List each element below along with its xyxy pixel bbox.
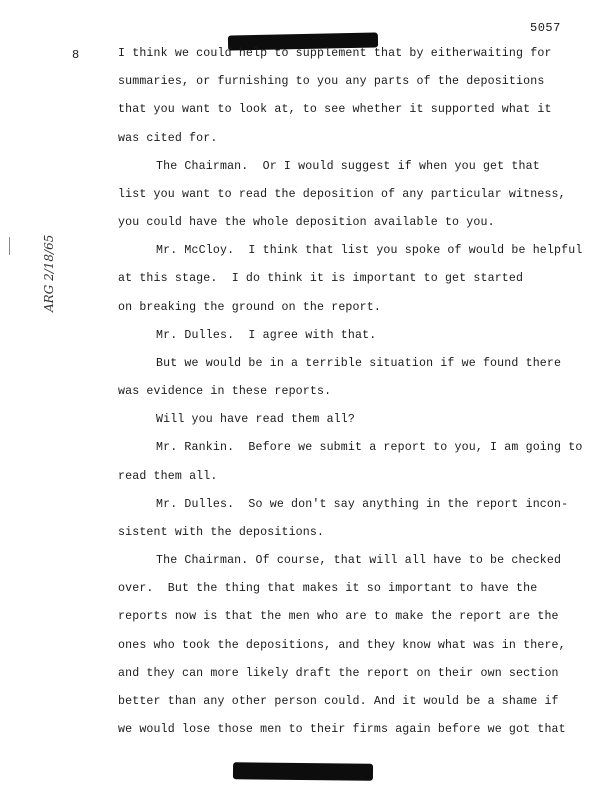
text-line: Mr. McCloy. I think that list you spoke of would be helpful (156, 244, 583, 257)
text-line: at this stage. I do think it is important to get started (118, 272, 524, 285)
page-number: 5057 (530, 21, 561, 35)
text-line: read them all. (118, 470, 218, 483)
text-line: summaries, or furnishing to you any parts of the depositions (118, 75, 545, 88)
text-line: was cited for. (118, 132, 218, 145)
text-line: Mr. Rankin. Before we submit a report to you, I am going to (156, 441, 583, 454)
text-line: Will you have read them all? (156, 413, 356, 426)
text-line: The Chairman. Or I would suggest if when you get that (156, 160, 540, 173)
margin-mark (9, 237, 10, 255)
text-line: you could have the whole deposition available to you. (118, 216, 495, 229)
text-line: The Chairman. Of course, that will all have to be checked (156, 554, 562, 567)
text-line: sistent with the depositions. (118, 526, 325, 539)
text-line: But we would be in a terrible situation if we found there (156, 357, 562, 370)
text-line: that you want to look at, to see whether it supported what it (118, 103, 552, 116)
text-line: over. But the thing that makes it so important to have the (118, 582, 538, 595)
text-line: Mr. Dulles. So we don't say anything in the report incon- (156, 498, 569, 511)
handwritten-margin-note: ARG 2/18/65 (42, 234, 56, 312)
text-line: was evidence in these reports. (118, 385, 332, 398)
text-line: better than any other person could. And it would be a shame if (118, 695, 559, 708)
transcript-line-number: 8 (72, 48, 80, 62)
text-line: we would lose those men to their firms again before we got that (118, 723, 566, 736)
text-line: and they can more likely draft the report on their own section (118, 667, 559, 680)
text-line: reports now is that the men who are to make the report are the (118, 610, 559, 623)
text-line: ones who took the depositions, and they know what was in there, (118, 639, 566, 652)
text-line: I think we could help to supplement that by eitherwaiting for (118, 47, 552, 60)
text-line: Mr. Dulles. I agree with that. (156, 329, 377, 342)
redaction-bar-bottom (233, 762, 373, 780)
text-line: on breaking the ground on the report. (118, 301, 381, 314)
text-line: list you want to read the deposition of any particular witness, (118, 188, 566, 201)
